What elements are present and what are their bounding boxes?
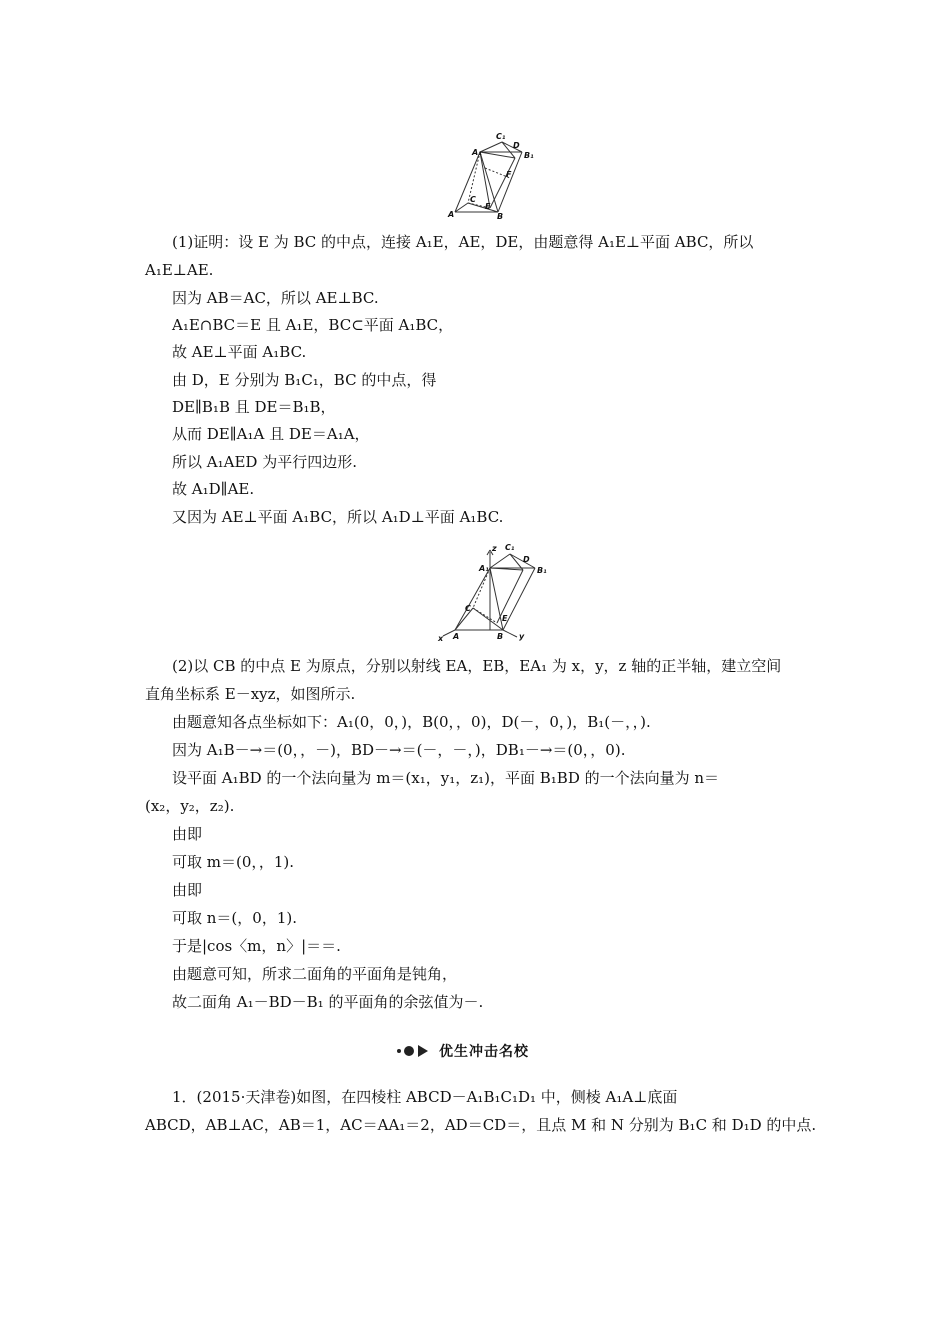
part1-line-1: (1)证明：设 E 为 BC 的中点，连接 A₁E，AE，DE，由题意得 A₁E⊥平面 ABC，所以 [172,233,754,251]
prism-figure-1 [440,128,540,220]
fig2-label-a: A [453,632,460,641]
part1-line-9: 所以 A₁AED 为平行四边形. [172,453,357,471]
part2-line-10: 可取 n＝(，0，1). [172,909,297,927]
fig2-label-x: x [438,634,444,643]
part1-line-3: 因为 AB＝AC，所以 AE⊥BC. [172,289,379,307]
part1-line-6: 由 D，E 分别为 B₁C₁，BC 的中点，得 [172,371,437,389]
part2-line-1: (2)以 CB 的中点 E 为原点，分别以射线 EA，EB，EA₁ 为 x，y，z 轴的正半轴，建立空间 [172,657,782,675]
section-banner [395,1040,529,1062]
fig2-label-e: E [502,614,508,623]
fig2-label-c: C [465,604,471,613]
part2-line-9: 由即 [172,881,203,899]
part2-line-2: 直角坐标系 E－xyz，如图所示. [145,685,356,703]
part2-line-7: 由即 [172,825,203,843]
fig2-label-a1: A₁ [479,564,489,573]
fig2-label-b1: B₁ [537,566,547,575]
problem1-line-2: ABCD，AB⊥AC，AB＝1，AC＝AA₁＝2，AD＝CD＝，且点 M 和 N 分别为 B₁C 和 D₁D 的中点. [145,1116,817,1134]
part2-line-8: 可取 m＝(0，，1). [172,853,295,871]
fig2-label-y: y [519,632,525,641]
problem1-line-1: 1．(2015·天津卷)如图，在四棱柱 ABCD－A₁B₁C₁D₁ 中，侧棱 A₁A⊥底面 [172,1088,678,1106]
fig1-label-a1: A₁ [472,148,482,157]
banner-decoration-icon [395,1043,435,1059]
prism-figure-2 [435,540,555,645]
fig1-label-f: F [506,170,512,179]
part2-line-5: 设平面 A₁BD 的一个法向量为 m＝(x₁，y₁，z₁)，平面 B₁BD 的一个法向量为 n＝ [172,769,720,787]
fig2-label-b: B [497,632,504,641]
part1-line-5: 故 AE⊥平面 A₁BC. [172,343,307,361]
part2-line-11: 于是|cos〈m，n〉|＝＝. [172,937,341,955]
fig1-label-b: B [497,212,504,220]
fig1-label-c1: C₁ [496,132,506,141]
fig1-label-d: D [513,141,520,150]
part2-line-3: 由题意知各点坐标如下：A₁(0，0，)，B(0，，0)，D(－，0，)，B₁(－，，). [172,713,651,731]
part1-line-8: 从而 DE∥A₁A 且 DE＝A₁A， [172,425,370,443]
part1-line-10: 故 A₁D∥AE. [172,480,255,498]
fig1-label-b1: B₁ [524,151,534,160]
fig1-label-a: A [448,210,455,219]
fig2-label-d: D [523,555,530,564]
part1-line-11: 又因为 AE⊥平面 A₁BC，所以 A₁D⊥平面 A₁BC. [172,508,504,526]
part2-line-12: 由题意可知，所求二面角的平面角是钝角， [172,965,458,983]
fig2-label-z: z [492,544,497,553]
part2-line-4: 因为 A₁B－→＝(0，，－)，BD－→＝(－，－，)，DB₁－→＝(0，，0). [172,741,626,759]
banner-title: 优生冲击名校 [439,1044,529,1060]
part1-line-4: A₁E∩BC＝E 且 A₁E，BC⊂平面 A₁BC， [172,316,454,334]
fig1-label-c: C [470,195,476,204]
part1-line-2: A₁E⊥AE. [145,261,214,279]
part2-line-6: (x₂，y₂，z₂). [145,797,235,815]
part1-line-7: DE∥B₁B 且 DE＝B₁B， [172,398,336,416]
part2-line-13: 故二面角 A₁－BD－B₁ 的平面角的余弦值为－. [172,993,484,1011]
fig1-label-e: E [485,202,491,211]
fig2-label-c1: C₁ [505,543,515,552]
